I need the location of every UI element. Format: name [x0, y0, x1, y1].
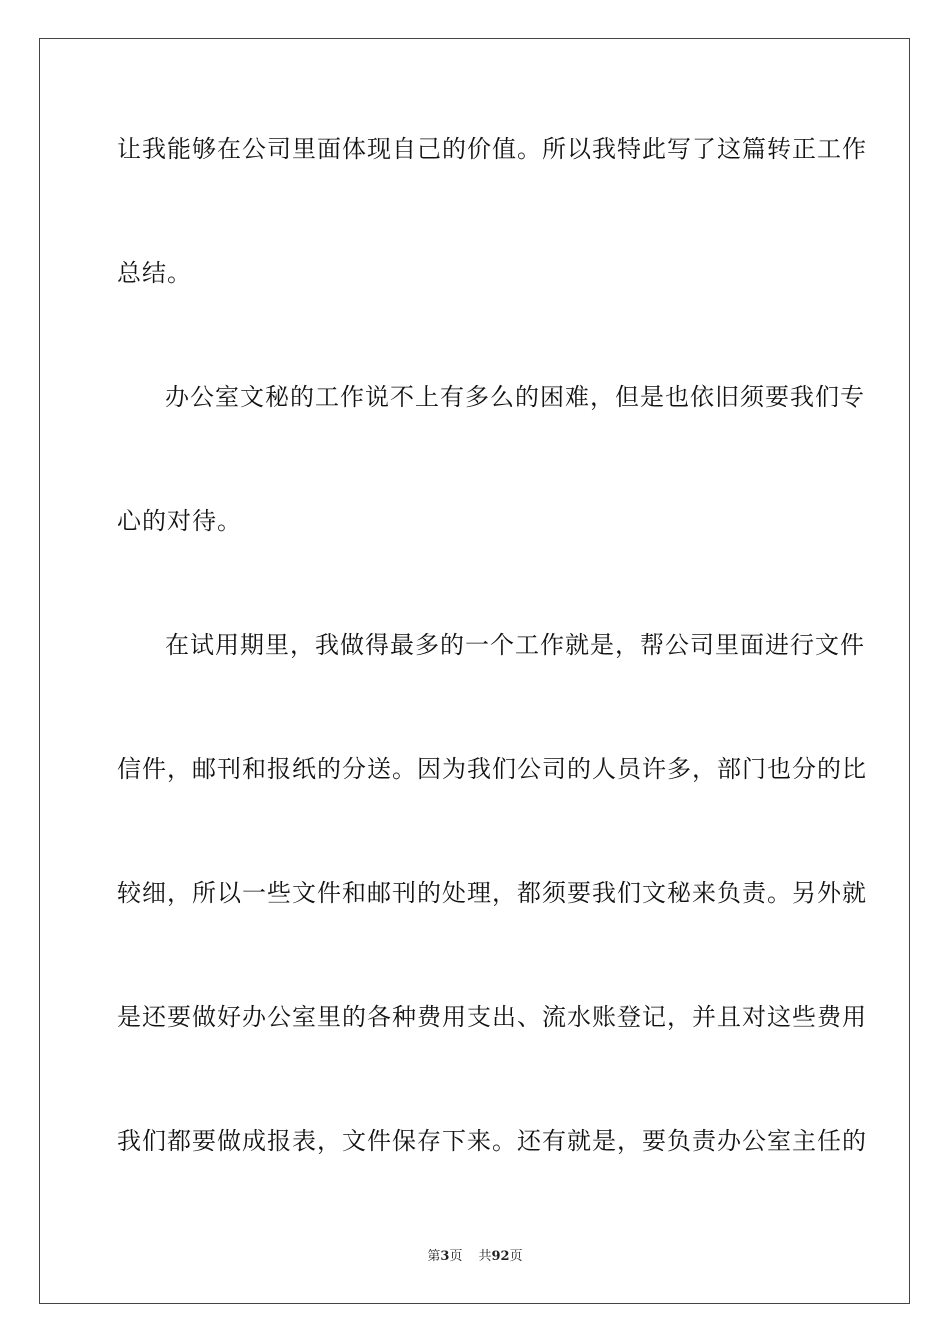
page-prefix: 第 — [427, 1249, 441, 1264]
text-line-1: 让我能够在公司里面体现自己的价值。所以我特此写了这篇转正工作 — [117, 135, 867, 163]
text-line-9: 我们都要做成报表，文件保存下来。还有就是，要负责办公室主任的 — [117, 1127, 867, 1155]
page-suffix: 页 — [449, 1249, 463, 1264]
total-suffix: 页 — [509, 1249, 523, 1264]
text-line-5: 在试用期里，我做得最多的一个工作就是，帮公司里面进行文件 — [165, 631, 865, 659]
page-frame — [39, 38, 910, 1304]
text-line-6: 信件，邮刊和报纸的分送。因为我们公司的人员许多，部门也分的比 — [117, 755, 867, 783]
page-footer — [0, 1248, 950, 1266]
total-prefix: 共 — [478, 1249, 492, 1264]
total-pages: 92 — [491, 1249, 510, 1264]
page-number: 3 — [440, 1249, 450, 1264]
text-line-8: 是还要做好办公室里的各种费用支出、流水账登记，并且对这些费用 — [117, 1003, 867, 1031]
text-line-2: 总结。 — [117, 259, 192, 287]
text-line-3: 办公室文秘的工作说不上有多么的困难，但是也依旧须要我们专 — [165, 383, 865, 411]
text-line-4: 心的对待。 — [117, 507, 242, 535]
text-line-7: 较细，所以一些文件和邮刊的处理，都须要我们文秘来负责。另外就 — [117, 879, 867, 907]
